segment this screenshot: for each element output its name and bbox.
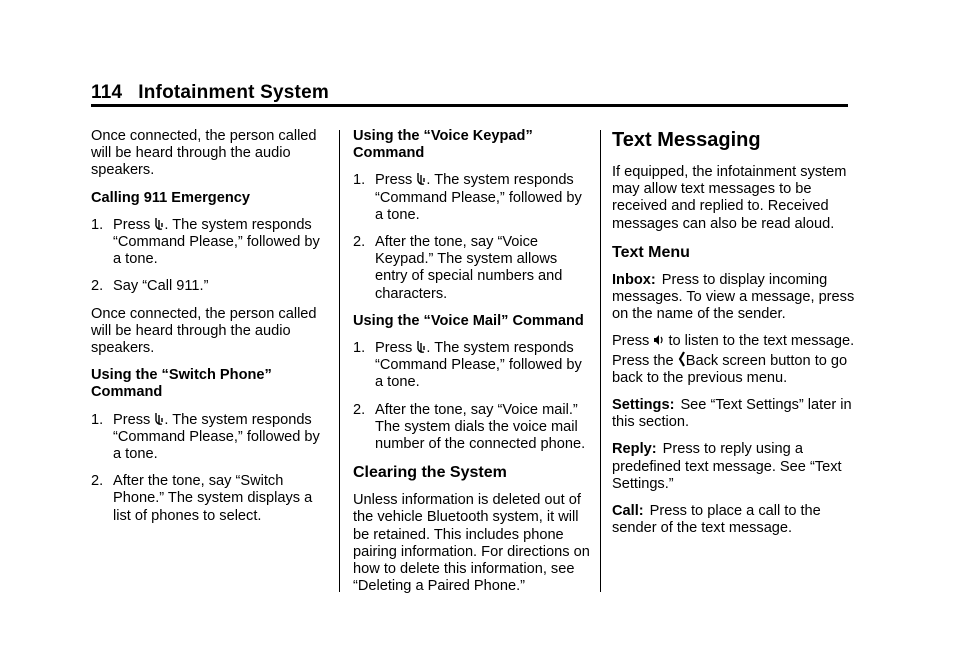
back-chevron-icon (678, 351, 686, 367)
heading-text-menu: Text Menu (612, 243, 690, 261)
paragraph: Once connected, the person called will be heard through the audio speakers. (91, 128, 317, 179)
subheading-voice-mail: Using the “Voice Mail” Command (353, 312, 584, 329)
settings-item: Settings: See “Text Settings” later in this section. (612, 397, 852, 431)
page-title (91, 82, 851, 104)
section-title: Infotainment System (138, 82, 329, 103)
step: 2. After the tone, say “Switch Phone.” The system displays a list of phones to select. (91, 473, 313, 524)
step: 1. Press . The system responds “Command Please,” followed by a tone. (353, 340, 582, 391)
paragraph: Once connected, the person called will be heard through the audio speakers. (91, 305, 317, 357)
voice-command-icon (154, 217, 164, 231)
step: 1. Press . The system responds “Command Please,” followed by a tone. (91, 216, 320, 268)
page-number: 114 (91, 82, 123, 103)
subheading-voice-keypad: Using the “Voice Keypad” Command (353, 128, 533, 162)
listen-item: Press to listen to the text message. Press the Back screen button to go back to the previous menu. (612, 333, 855, 386)
column-3 (612, 128, 857, 547)
column-1 (91, 128, 327, 535)
step: 1. Press . The system responds “Command Please,” followed by a tone. (353, 172, 582, 223)
voice-command-icon (416, 172, 426, 186)
column-divider-2 (600, 130, 601, 592)
heading-clearing-system: Clearing the System (353, 464, 507, 482)
subheading-emergency: Calling 911 Emergency (91, 189, 250, 206)
paragraph: Unless information is deleted out of the vehicle Bluetooth system, it will be retained. This includes phone pairing information. For directions on how to delete this information, see “Deleting a Paired Phone.” (353, 492, 590, 595)
voice-command-icon (416, 340, 426, 354)
page-header (91, 82, 851, 104)
subheading-switch-phone: Using the “Switch Phone” Command (91, 367, 272, 401)
paragraph: If equipped, the infotainment system may allow text messages to be received and replied to. Received messages can also be read aloud. (612, 164, 847, 232)
header-rule (91, 104, 848, 107)
speaker-icon (653, 333, 664, 347)
inbox-item: Inbox: Press to display incoming messages. To view a message, press on the name of the sender. (612, 271, 855, 323)
column-divider-1 (339, 130, 340, 592)
step: 2. Say “Call 911.” (91, 278, 209, 295)
call-item: Call: Press to place a call to the sender of the text message. (612, 503, 821, 537)
step: 1. Press . The system responds “Command Please,” followed by a tone. (91, 411, 320, 463)
heading-text-messaging: Text Messaging (612, 129, 761, 151)
reply-item: Reply: Press to reply using a predefined text message. See “Text Settings.” (612, 441, 842, 492)
step: 2. After the tone, say “Voice mail.” The system dials the voice mail number of the connected phone. (353, 401, 586, 453)
column-2 (353, 128, 593, 605)
voice-command-icon (154, 412, 164, 426)
step: 2. After the tone, say “Voice Keypad.” The system allows entry of special numbers and characters. (353, 234, 563, 302)
